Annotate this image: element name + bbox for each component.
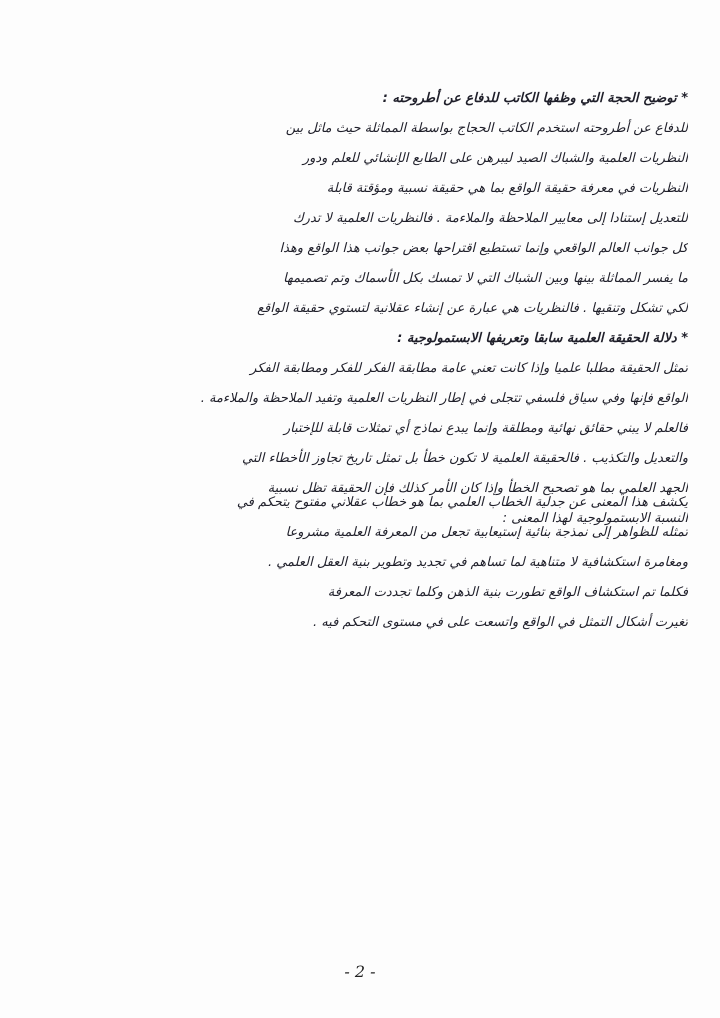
text-line: تغيرت أشكال التمثل في الواقع واتسعت على في مستوى التحكم فيه .: [312, 615, 688, 630]
text-line: فالعلم لا يبني حقائق نهائية ومطلقة وإنما يبدع نماذج أي تمثلات قابلة للإختبار: [283, 421, 688, 436]
text-line: ما يفسر المماثلة بينها وبين الشباك التي لا تمسك بكل الأسماك وتم تصميمها: [283, 271, 688, 286]
text-line: النظريات في معرفة حقيقة الواقع بما هي حقيقة نسبية ومؤقتة قابلة: [326, 181, 688, 196]
text-line: والتعديل والتكذيب . فالحقيقة العلمية لا تكون خطأ بل تمثل تاريخ تجاوز الأخطاء التي: [241, 451, 688, 466]
text-line: الجهد العلمي بما هو تصحيح الخطأ وإذا كان الأمر كذلك فإن الحقيقة تظل نسبية: [267, 481, 688, 496]
text-block-conclusion: [40, 488, 688, 638]
heading-truth-meaning: * دلالة الحقيقة العلمية سابقا وتعريفها الابستمولوجية :: [397, 331, 688, 346]
text-line: النظريات العلمية والشباك الصيد ليبرهن على الطابع الإنشائي للعلم ودور: [302, 151, 688, 166]
text-line: ومغامرة استكشافية لا متناهية لما تساهم في تجديد وتطوير بنية العقل العلمي .: [267, 555, 688, 570]
text-line: تمثل الحقيقة مطلبا علميا وإذا كانت تعني عامة مطابقة الفكر للفكر ومطابقة الفكر: [250, 361, 688, 376]
text-line: النسبة الابستمولوجية لهذا المعنى :: [502, 511, 688, 526]
text-line: الواقع فإنها وفي سياق فلسفي تتجلى في إطار النظريات العلمية وتفيد الملاحظة والملاءمة .: [200, 391, 688, 406]
text-line: للتعديل إستنادا إلى معايير الملاحظة والملاءمة . فالنظريات العلمية لا تدرك: [292, 211, 688, 226]
page-number: - 2 -: [344, 962, 376, 981]
text-line: كل جوانب العالم الواقعي وإنما تستطيع اقتراحها بعض جوانب هذا الواقع وهذا: [279, 241, 688, 256]
heading-argument: * توضيح الحجة التي وظفها الكاتب للدفاع عن أطروحته :: [382, 91, 688, 106]
text-line: يكشف هذا المعنى عن جدلية الخطاب العلمي بما هو خطاب عقلاني مفتوح يتحكم في: [236, 495, 688, 510]
text-line: للدفاع عن أطروحته استخدم الكاتب الحجاج بواسطة المماثلة حيث ماثل بين: [285, 121, 688, 136]
text-line: لكي تشكل وتنقيها . فالنظريات هي عبارة عن إنشاء عقلانية لتستوي حقيقة الواقع: [257, 301, 688, 316]
text-line: تمثله للظواهر إلى نمذجة بنائية إستيعابية تجعل من المعرفة العلمية مشروعا: [285, 525, 688, 540]
text-line: فكلما تم استكشاف الواقع تطورت بنية الذهن وكلما تجددت المعرفة: [327, 585, 688, 600]
text-block-main: [40, 84, 688, 534]
